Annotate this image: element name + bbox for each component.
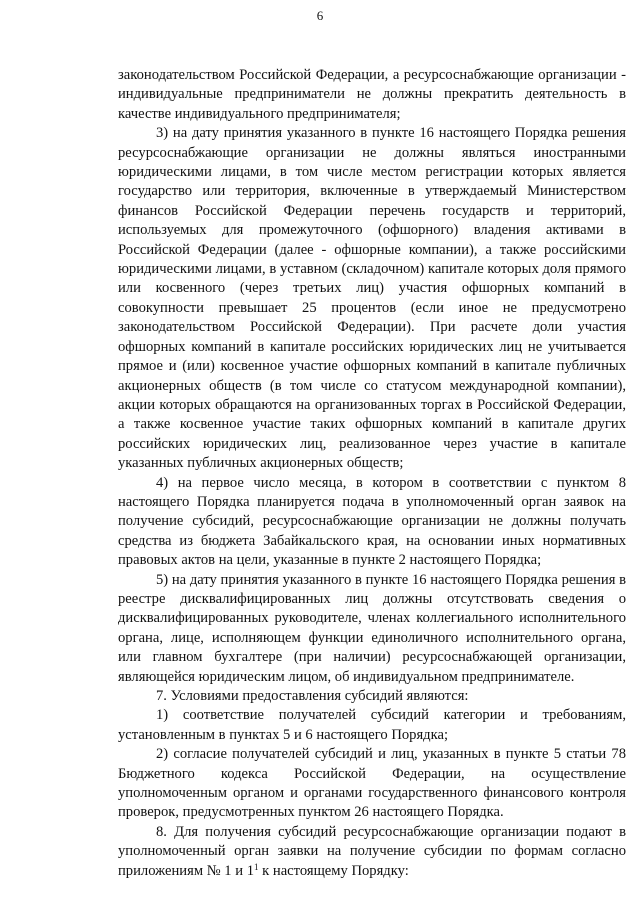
paragraph-continuation: законодательством Российской Федерации, а ресурсоснабжающие организации - индивидуальные предприниматели не должны прекратить деятельность в качестве индивидуального предпринимателя; — [118, 67, 626, 122]
document-body — [118, 66, 626, 881]
paragraph-condition-1: 1) соответствие получателей субсидий категории и требованиям, установленным в пунктах 5 и 6 настоящего Порядка; — [118, 707, 626, 743]
paragraph-item-4: 4) на первое число месяца, в котором в соответствии с пунктом 8 настоящего Порядка планируется подача в уполномоченный орган заявок на получение субсидий, ресурсоснабжающие организации не должны получать средства из бюджета Забайкальского края, на основании иных нормативных правовых актов на цели, указанные в пункте 2 настоящего Порядка; — [118, 474, 626, 569]
paragraph-condition-2: 2) согласие получателей субсидий и лиц, указанных в пункте 5 статьи 78 Бюджетного кодекса Российской Федерации, на осуществление уполномоченным органом и органами государственного финансового контроля проверок, предусмотренных пунктом 26 настоящего Порядка. — [118, 746, 626, 821]
section-8-text-end: к настоящему Порядку: — [258, 862, 409, 879]
paragraph-item-5: 5) на дату принятия указанного в пункте 16 настоящего Порядка решения в реестре дисквалифицированных лиц должны отсутствовать сведения о дисквалифицированных руководителе, членах коллегиального исполнительного органа, лице, исполняющем функции единоличного исполнительного органа, или главном бухгалтере (при наличии) ресурсоснабжающей организации, являющейся юридическим лицом, об индивидуальном предпринимателе. — [118, 571, 626, 685]
appendix-superscript: 1 — [254, 861, 259, 872]
paragraph-item-3: 3) на дату принятия указанного в пункте 16 настоящего Порядка решения ресурсоснабжающие организации не должны являться иностранными юридическими лицами, в том числе местом регистрации которых является государство или территория, включенные в утверждаемый Министерством финансов Российской Федерации перечень государств и территорий, используемых для промежуточного (офшорного) владения активами в Российской Федерации (далее - офшорные компании), а также российскими юридическими лицами, в уставном (складочном) капитале которых доля прямого или косвенного (через третьих лиц) участия офшорных компаний в совокупности превышает 25 процентов (если иное не предусмотрено законодательством Российской Федерации). При расчете доли участия офшорных компаний в капитале российских юридических лиц не учитывается прямое и (или) косвенное участие офшорных компаний в капитале публичных акционерных обществ (в том числе со статусом международной компании), акции которых обращаются на организованных торгах в Российской Федерации, а также косвенное участие таких офшорных компаний в капитале других российских юридических лиц, реализованное через участие в капитале указанных публичных акционерных обществ; — [118, 125, 626, 472]
paragraph-section-7-heading: 7. Условиями предоставления субсидий являются: — [156, 688, 469, 704]
page-number: 6 — [316, 8, 324, 23]
section-8-text: 8. Для получения субсидий ресурсоснабжающие организации подают в уполномоченный орган заявки на получение субсидии по формам согласно приложениям № 1 и 1 — [118, 823, 626, 879]
paragraph-section-8 — [118, 823, 626, 881]
